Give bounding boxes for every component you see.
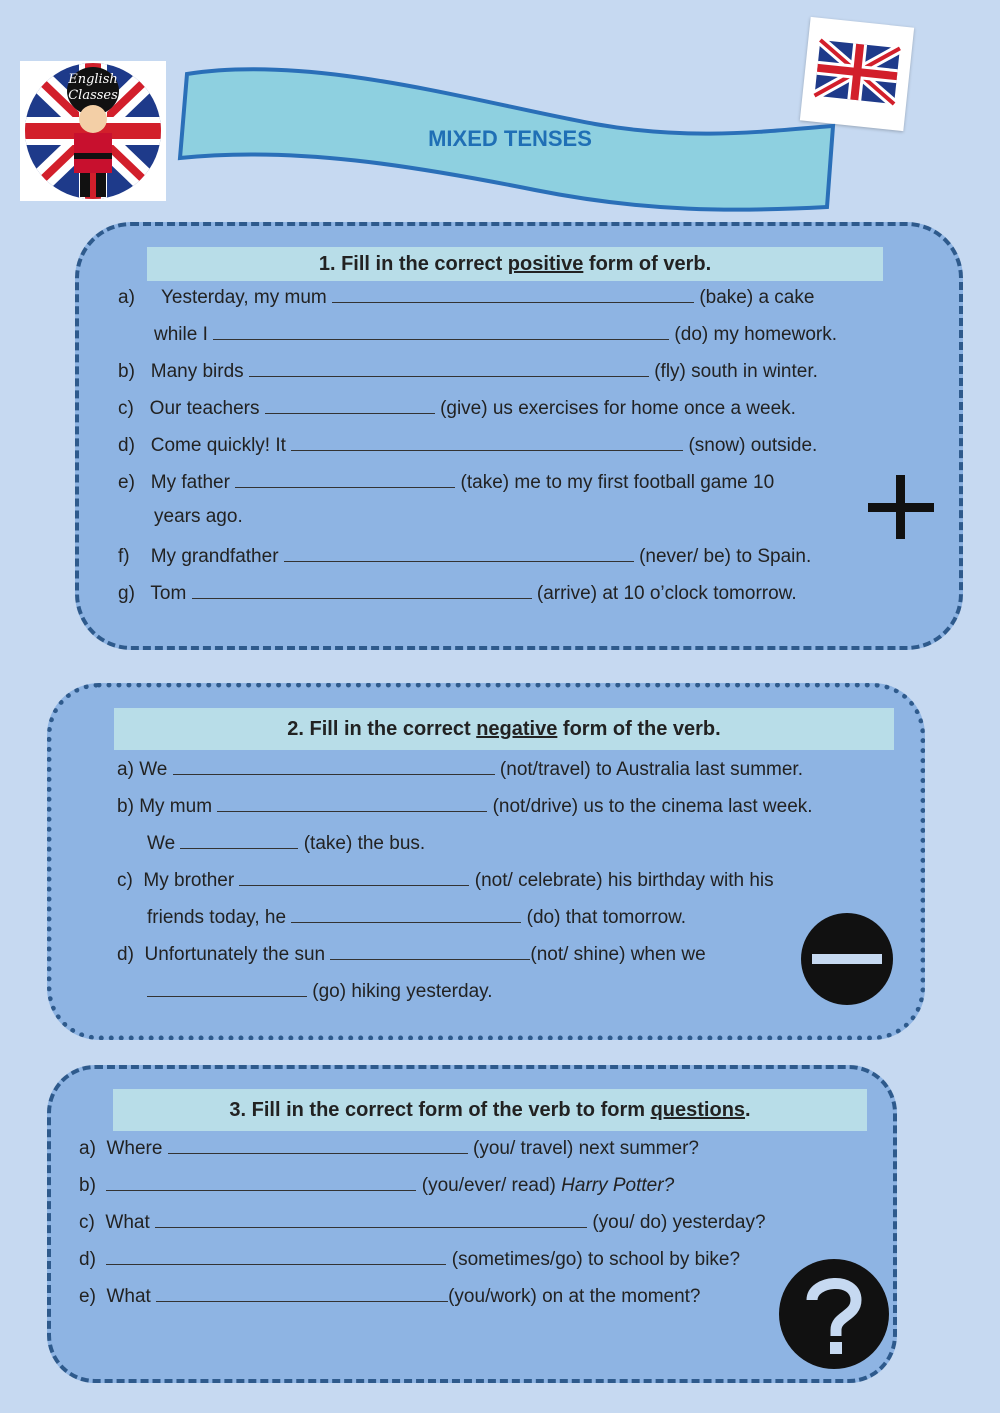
answer-blank[interactable]	[265, 394, 435, 414]
item-label: a)	[118, 287, 135, 308]
list-item	[118, 579, 797, 605]
item-text: (not/travel) to Australia last summer.	[499, 759, 803, 780]
item-text: (snow) outside.	[688, 435, 818, 456]
item-label: c)	[79, 1212, 95, 1233]
item-text: (do) that tomorrow.	[526, 907, 687, 928]
list-item	[118, 357, 818, 383]
item-label: d)	[79, 1249, 96, 1270]
item-text: (you/ do) yesterday?	[592, 1212, 766, 1233]
answer-blank[interactable]	[147, 977, 307, 997]
logo-text-english: English	[68, 72, 118, 87]
answer-blank[interactable]	[291, 903, 521, 923]
answer-blank[interactable]	[106, 1245, 446, 1265]
item-text: What	[105, 1212, 150, 1233]
item-text: Our teachers	[149, 398, 260, 419]
item-label: a)	[117, 759, 134, 780]
royal-guard-union-jack-logo-icon	[20, 61, 166, 201]
item-text: (not/drive) us to the cinema last week.	[492, 796, 813, 817]
item-text: My mum	[139, 796, 213, 817]
book-title: Harry Potter?	[561, 1175, 675, 1196]
answer-blank[interactable]	[155, 1208, 587, 1228]
item-text: (go) hiking yesterday.	[312, 981, 493, 1002]
list-item	[147, 977, 493, 1003]
answer-blank[interactable]	[192, 579, 532, 599]
page-title: MIXED TENSES	[428, 126, 592, 151]
list-item	[117, 940, 706, 966]
list-item	[79, 1134, 699, 1160]
item-text: (do) my homework.	[674, 324, 838, 345]
item-label: b)	[118, 361, 135, 382]
list-item	[117, 755, 803, 781]
item-text: Where	[106, 1138, 163, 1159]
list-item	[154, 506, 243, 528]
list-item	[118, 431, 817, 457]
item-label: e)	[79, 1286, 96, 1307]
list-item	[118, 468, 774, 494]
answer-blank[interactable]	[156, 1282, 448, 1302]
heading-text: 3. Fill in the correct form of the verb to form	[229, 1099, 651, 1121]
list-item	[79, 1171, 674, 1197]
item-text: Many birds	[150, 361, 244, 382]
list-item	[117, 866, 774, 892]
heading-text: 2. Fill in the correct	[287, 718, 477, 740]
item-text: (not/ shine) when we	[530, 944, 706, 965]
item-label: d)	[118, 435, 135, 456]
answer-blank[interactable]	[213, 320, 669, 340]
list-item	[79, 1208, 766, 1234]
answer-blank[interactable]	[235, 468, 455, 488]
item-text: My brother	[143, 870, 235, 891]
answer-blank[interactable]	[168, 1134, 468, 1154]
answer-blank[interactable]	[284, 542, 634, 562]
answer-blank[interactable]	[239, 866, 469, 886]
list-item	[147, 903, 686, 929]
answer-blank[interactable]	[180, 829, 298, 849]
item-text: (bake) a cake	[699, 287, 815, 308]
item-label: f)	[118, 546, 130, 567]
list-item	[118, 394, 796, 420]
item-text: My grandfather	[150, 546, 279, 567]
answer-blank[interactable]	[291, 431, 683, 451]
item-text: (you/ever/ read)	[421, 1175, 562, 1196]
item-text: We	[139, 759, 168, 780]
heading-text: form of verb.	[583, 253, 712, 275]
item-label: c)	[118, 398, 134, 419]
item-text: (never/ be) to Spain.	[639, 546, 812, 567]
list-item	[117, 792, 813, 818]
item-text: What	[106, 1286, 151, 1307]
item-text: (give) us exercises for home once a week.	[440, 398, 796, 419]
answer-blank[interactable]	[249, 357, 649, 377]
item-text: Come quickly! It	[150, 435, 286, 456]
item-text: (sometimes/go) to school by bike?	[451, 1249, 741, 1270]
item-text: (you/work) on at the moment?	[448, 1286, 701, 1307]
item-text: Tom	[150, 583, 187, 604]
answer-blank[interactable]	[330, 940, 530, 960]
section-1-heading	[147, 247, 883, 281]
item-text: (arrive) at 10 o’clock tomorrow.	[536, 583, 797, 604]
heading-text: .	[745, 1099, 751, 1121]
answer-blank[interactable]	[173, 755, 495, 775]
item-text: (fly) south in winter.	[654, 361, 818, 382]
list-item	[118, 283, 814, 309]
item-label: d)	[117, 944, 134, 965]
item-text: (take) me to my first football game 10	[460, 472, 775, 493]
question-circle-icon	[778, 1258, 890, 1370]
item-label: b)	[117, 796, 134, 817]
heading-keyword: questions	[650, 1099, 746, 1121]
list-item	[154, 320, 837, 346]
section-3-heading	[113, 1089, 867, 1131]
item-label: b)	[79, 1175, 96, 1196]
item-text: We	[147, 833, 176, 854]
item-label: c)	[117, 870, 133, 891]
item-label: e)	[118, 472, 135, 493]
item-text: My father	[150, 472, 230, 493]
item-text: years ago.	[154, 506, 243, 527]
item-text: (not/ celebrate) his birthday with his	[474, 870, 774, 891]
english-classes-logo	[20, 61, 166, 201]
list-item	[79, 1245, 740, 1271]
heading-keyword: positive	[507, 253, 584, 275]
item-text: friends today, he	[147, 907, 287, 928]
heading-text: form of the verb.	[557, 718, 721, 740]
item-text: Yesterday, my mum	[160, 287, 327, 308]
heading-keyword: negative	[476, 718, 558, 740]
list-item	[118, 542, 811, 568]
logo-text-classes: Classes	[68, 88, 118, 103]
answer-blank[interactable]	[332, 283, 694, 303]
item-text: (take) the bus.	[303, 833, 426, 854]
list-item	[147, 829, 425, 855]
item-text: (you/ travel) next summer?	[473, 1138, 699, 1159]
list-item	[79, 1282, 701, 1308]
plus-icon	[868, 475, 934, 539]
heading-text: 1. Fill in the correct	[318, 253, 508, 275]
item-label: a)	[79, 1138, 96, 1159]
item-text: while I	[154, 324, 208, 345]
minus-circle-icon	[800, 912, 894, 1006]
item-text: Unfortunately the sun	[144, 944, 326, 965]
answer-blank[interactable]	[106, 1171, 416, 1191]
section-2-heading	[114, 708, 894, 750]
answer-blank[interactable]	[217, 792, 487, 812]
item-label: g)	[118, 583, 135, 604]
